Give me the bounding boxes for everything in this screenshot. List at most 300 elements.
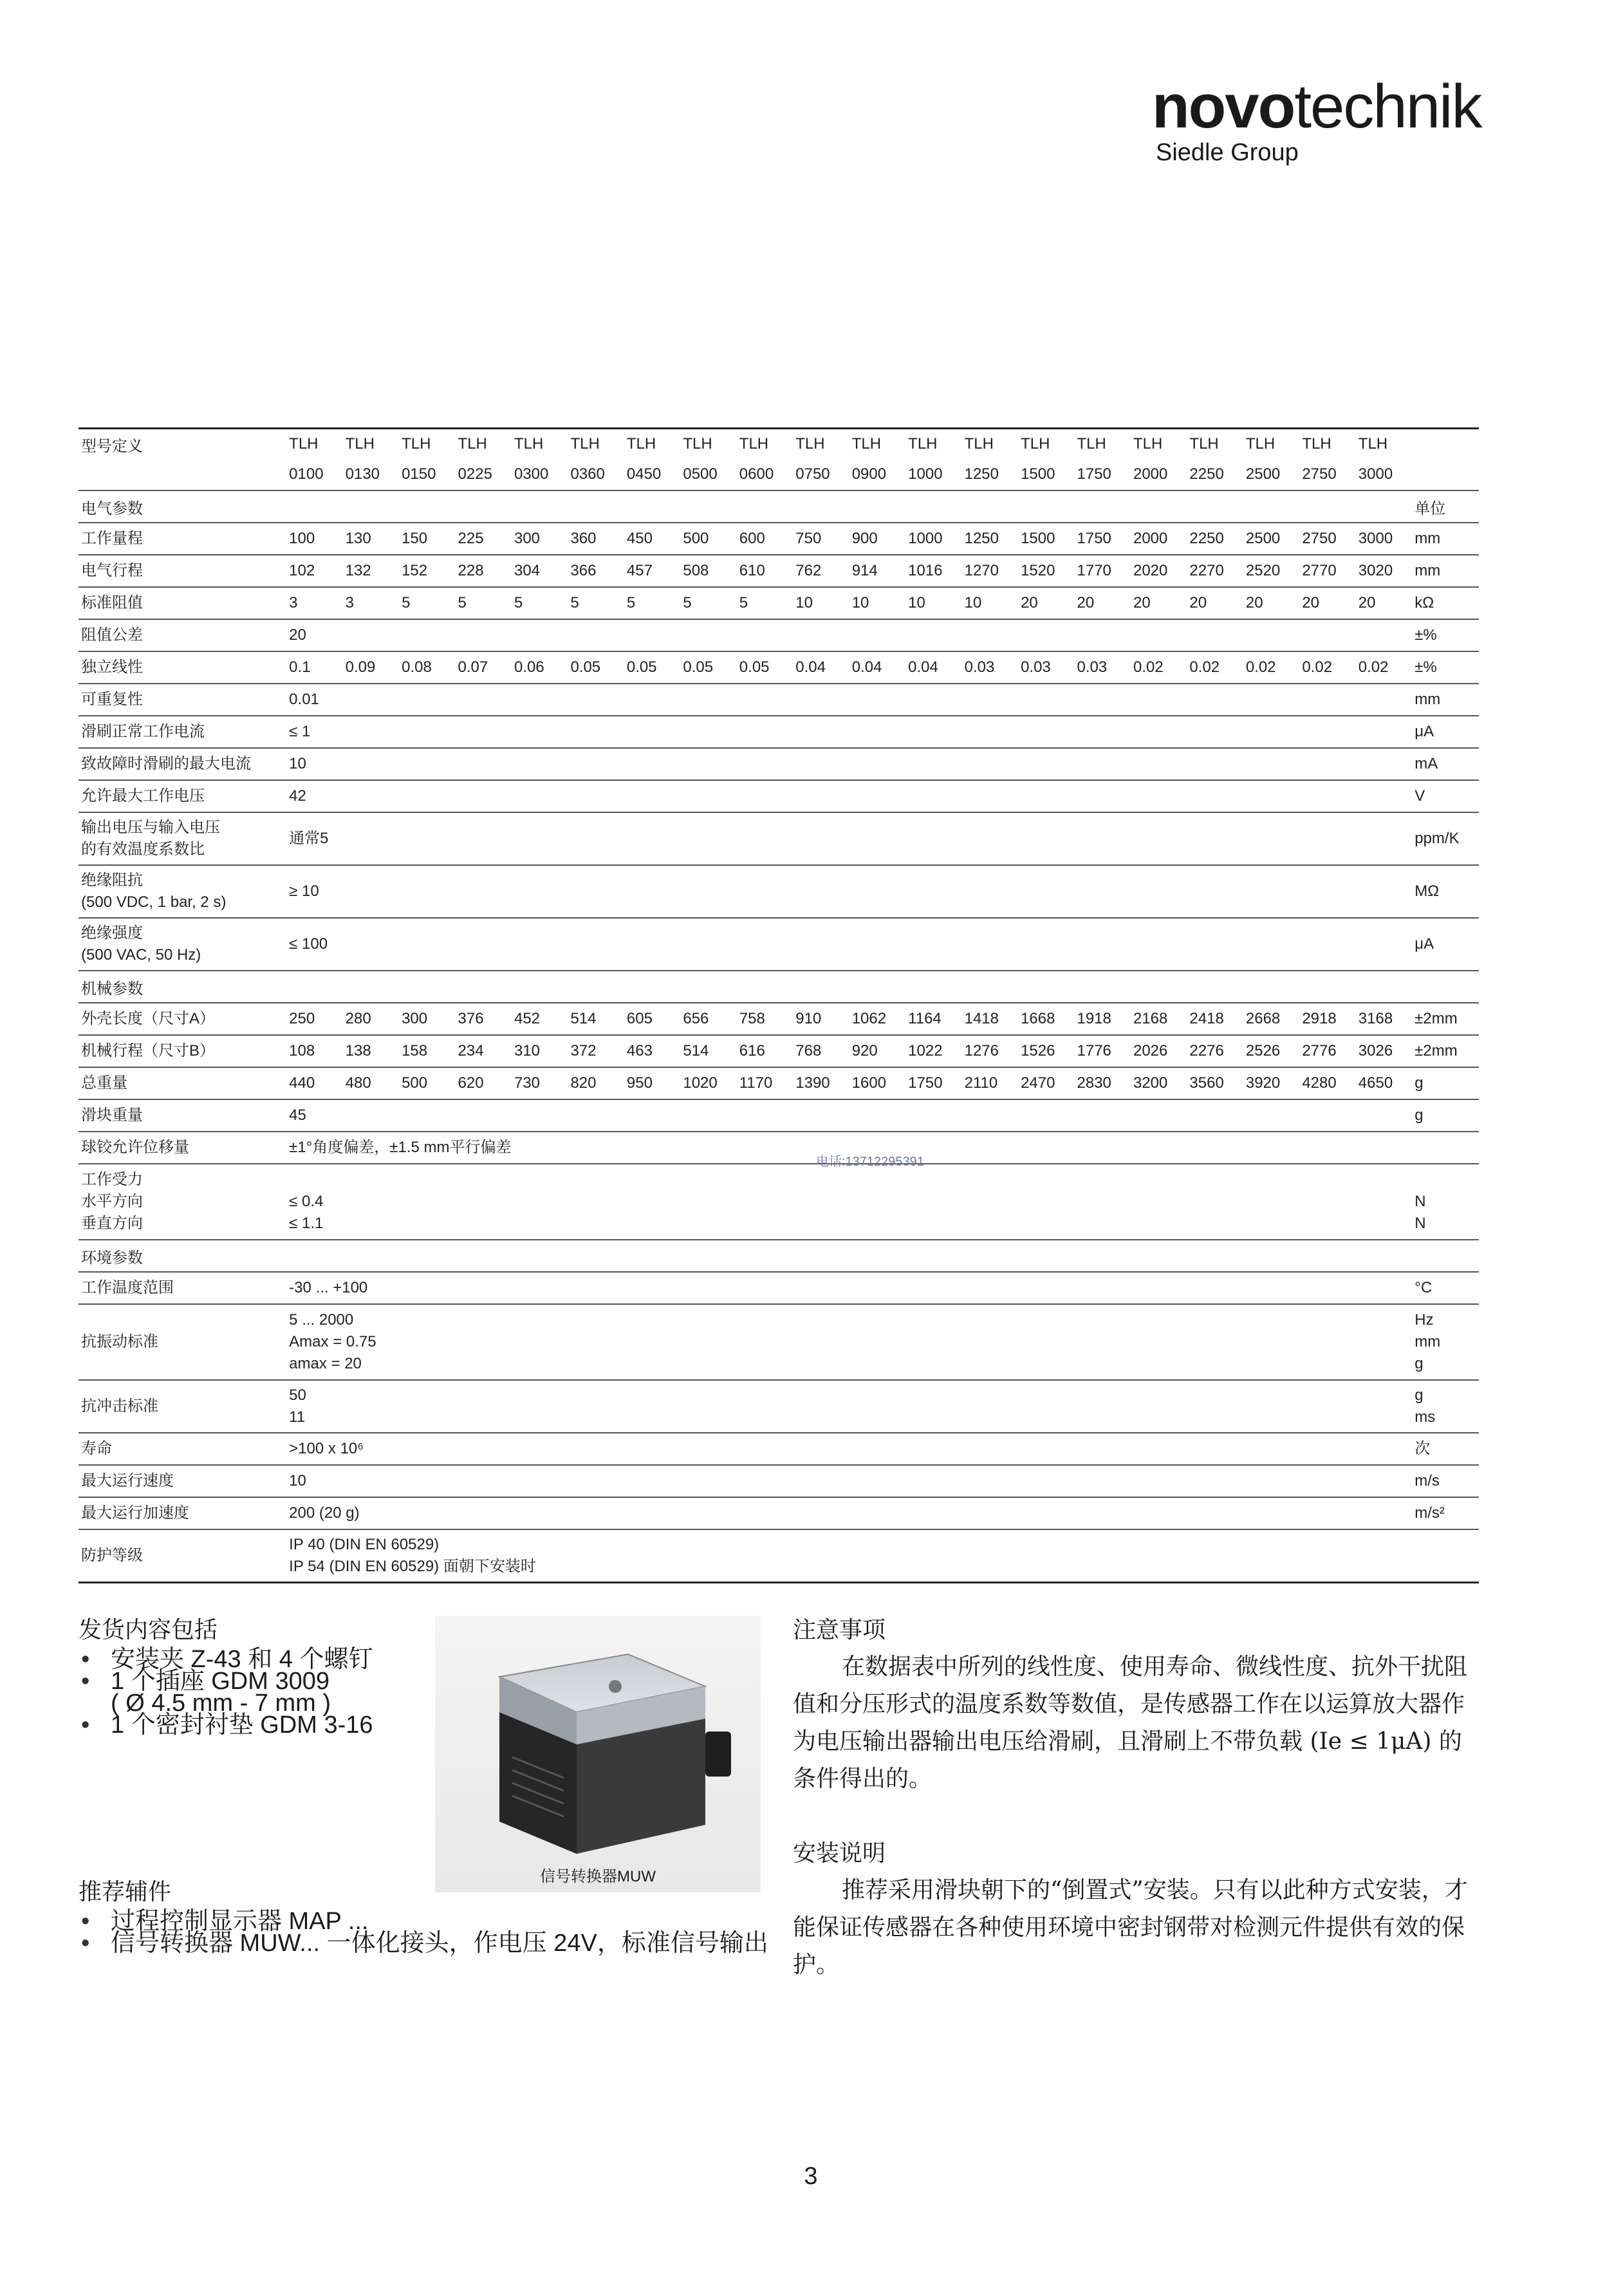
unit-cell: 单位	[1412, 490, 1479, 523]
value-cell: 730	[512, 1067, 568, 1099]
logo-subtitle: Siedle Group	[1156, 139, 1299, 166]
value-cell: 300	[512, 523, 568, 555]
install-section	[793, 1834, 1479, 1984]
unit-cell: mm	[1412, 684, 1479, 716]
notes-section	[793, 1611, 1479, 1798]
value-cell: 20	[1299, 587, 1355, 619]
value-cell: 250	[286, 1003, 342, 1035]
value-cell: 234	[456, 1035, 512, 1067]
value-cell: 440	[286, 1067, 342, 1099]
unit-cell: ppm/K	[1412, 812, 1479, 865]
value-cell: 1062	[849, 1003, 905, 1035]
model-cell: TLH	[737, 429, 793, 460]
value-cell: 304	[512, 555, 568, 587]
value-cell: 1600	[849, 1067, 905, 1099]
value-cell: 158	[399, 1035, 455, 1067]
value-cell: 228	[456, 555, 512, 587]
unit-cell: g	[1412, 1099, 1479, 1132]
value-cell: 1918	[1075, 1003, 1131, 1035]
table-row	[79, 748, 1479, 780]
value-cell: 10	[286, 748, 1412, 780]
value-cell: 3200	[1131, 1067, 1187, 1099]
value-cell: 1250	[962, 523, 1018, 555]
table-row	[79, 1035, 1479, 1067]
unit-cell	[1412, 1132, 1479, 1164]
table-row	[79, 1497, 1479, 1529]
section-row	[79, 971, 1479, 1003]
row-label: 电气行程	[79, 555, 286, 587]
row-label: 允许最大工作电压	[79, 780, 286, 812]
list-item: • 1 个插座 GDM 3009 ( Ø 4.5 mm - 7 mm )	[79, 1670, 786, 1714]
value-cell: 50 11	[286, 1380, 1412, 1433]
model-cell: TLH	[1075, 429, 1131, 460]
table-row	[79, 1164, 1479, 1240]
value-cell: 914	[849, 555, 905, 587]
value-cell: 605	[624, 1003, 680, 1035]
value-cell: 2770	[1299, 555, 1355, 587]
table-row	[79, 587, 1479, 619]
unit-cell: ±2mm	[1412, 1003, 1479, 1035]
value-cell: 3020	[1356, 555, 1412, 587]
install-text: 推荐采用滑块朝下的“倒置式”安装。只有以此种方式安装，才能保证传感器在各种使用环境中密封钢带对检测元件提供有效的保护。	[793, 1877, 1468, 1978]
value-cell: 0.02	[1299, 651, 1355, 684]
accessories-section	[79, 1873, 786, 1957]
row-label: 绝缘阻抗 (500 VDC, 1 bar, 2 s)	[79, 865, 286, 918]
value-cell: 5	[399, 587, 455, 619]
value-cell: 10	[905, 587, 961, 619]
model-cell: 2000	[1133, 465, 1168, 483]
table-row	[79, 1003, 1479, 1035]
unit-cell: ±2mm	[1412, 1035, 1479, 1067]
unit-cell: ±%	[1412, 619, 1479, 651]
value-cell: 5	[568, 587, 624, 619]
value-cell: 152	[399, 555, 455, 587]
model-cell: TLH	[286, 429, 342, 460]
model-cell: 1250	[964, 465, 999, 483]
unit-cell	[1412, 459, 1479, 490]
model-cell: 0130	[345, 465, 380, 483]
delivery-title: 发货内容包括	[79, 1616, 218, 1643]
value-cell: 138	[343, 1035, 399, 1067]
table-row	[79, 918, 1479, 971]
value-cell: 2276	[1187, 1035, 1243, 1067]
value-cell: 0.02	[1243, 651, 1299, 684]
value-cell: 768	[793, 1035, 849, 1067]
value-cell: 2250	[1187, 523, 1243, 555]
value-cell: 500	[399, 1067, 455, 1099]
value-cell: 0.03	[1075, 651, 1131, 684]
value-cell: 750	[793, 523, 849, 555]
value-cell: 45	[286, 1099, 1412, 1132]
install-title: 安装说明	[793, 1840, 886, 1866]
unit-cell	[1412, 1529, 1479, 1583]
value-cell: 610	[737, 555, 793, 587]
logo-brand-bold: novo	[1152, 72, 1295, 141]
unit-cell: μA	[1412, 918, 1479, 971]
row-label: 抗冲击标准	[79, 1380, 286, 1433]
row-label: 输出电压与输入电压 的有效温度系数比	[79, 812, 286, 865]
row-label: 独立线性	[79, 651, 286, 684]
row-label: 寿命	[79, 1433, 286, 1465]
table-row	[79, 619, 1479, 651]
value-cell: 0.08	[399, 651, 455, 684]
model-cell: 0750	[795, 465, 830, 483]
table-row	[79, 1272, 1479, 1304]
value-cell: 616	[737, 1035, 793, 1067]
value-cell: 1526	[1018, 1035, 1074, 1067]
model-cell: TLH	[1356, 429, 1412, 460]
unit-cell: m/s²	[1412, 1497, 1479, 1529]
notes-title: 注意事项	[793, 1616, 886, 1643]
row-label: 型号定义	[79, 429, 286, 460]
value-cell: 950	[624, 1067, 680, 1099]
value-cell: 656	[680, 1003, 736, 1035]
model-cell: 2500	[1245, 465, 1281, 483]
model-cell: TLH	[1131, 429, 1187, 460]
row-label: 最大运行速度	[79, 1465, 286, 1497]
model-cell: 0900	[851, 465, 887, 483]
model-cell: TLH	[343, 429, 399, 460]
section-title: 电气参数	[79, 490, 286, 523]
section-spacer	[286, 490, 1412, 523]
value-cell: 457	[624, 555, 680, 587]
value-cell: 3000	[1356, 523, 1412, 555]
value-cell: 4280	[1299, 1067, 1355, 1099]
model-cell: TLH	[1187, 429, 1243, 460]
value-cell: ≤ 100	[286, 918, 1412, 971]
value-cell: 4650	[1356, 1067, 1412, 1099]
model-cell: 0225	[458, 465, 492, 483]
value-cell: 0.03	[1018, 651, 1074, 684]
value-cell: 1668	[1018, 1003, 1074, 1035]
unit-cell: V	[1412, 780, 1479, 812]
row-label: 绝缘强度 (500 VAC, 50 Hz)	[79, 918, 286, 971]
value-cell: 225	[456, 523, 512, 555]
row-label: 工作受力 水平方向 垂直方向	[79, 1164, 286, 1240]
value-cell: 1016	[905, 555, 961, 587]
model-cell: TLH	[962, 429, 1018, 460]
model-cell: 2750	[1302, 465, 1337, 483]
value-cell: 1776	[1075, 1035, 1131, 1067]
unit-cell: Hz mm g	[1412, 1304, 1479, 1380]
row-label: 可重复性	[79, 684, 286, 716]
value-cell: 20	[1356, 587, 1412, 619]
unit-cell: g	[1412, 1067, 1479, 1099]
value-cell: 2830	[1075, 1067, 1131, 1099]
unit-cell: g ms	[1412, 1380, 1479, 1433]
value-cell: 2668	[1243, 1003, 1299, 1035]
row-label: 最大运行加速度	[79, 1497, 286, 1529]
value-cell: 2020	[1131, 555, 1187, 587]
value-cell: 2750	[1299, 523, 1355, 555]
value-cell: ±1°角度偏差，±1.5 mm平行偏差	[286, 1132, 1412, 1164]
value-cell: 5 ... 2000 Amax = 0.75 amax = 20	[286, 1304, 1412, 1380]
value-cell: 0.05	[568, 651, 624, 684]
model-cell: 0500	[683, 465, 718, 483]
model-cell: TLH	[1299, 429, 1355, 460]
table-row	[79, 684, 1479, 716]
value-cell: 20	[1018, 587, 1074, 619]
value-cell: 20	[1075, 587, 1131, 619]
value-cell: 3	[343, 587, 399, 619]
row-label: 防护等级	[79, 1529, 286, 1583]
value-cell: 1170	[737, 1067, 793, 1099]
value-cell: 102	[286, 555, 342, 587]
table-row	[79, 812, 1479, 865]
unit-cell: kΩ	[1412, 587, 1479, 619]
value-cell: 200 (20 g)	[286, 1497, 1412, 1529]
row-label: 工作量程	[79, 523, 286, 555]
value-cell: 42	[286, 780, 1412, 812]
value-cell: 0.05	[624, 651, 680, 684]
model-cell: 1750	[1077, 465, 1111, 483]
value-cell: 20	[1243, 587, 1299, 619]
value-cell: 2270	[1187, 555, 1243, 587]
value-cell: 2026	[1131, 1035, 1187, 1067]
model-cell: 1000	[908, 465, 943, 483]
model-cell: 0600	[739, 465, 774, 483]
value-cell: 0.01	[286, 684, 1412, 716]
value-cell: 2418	[1187, 1003, 1243, 1035]
value-cell: IP 40 (DIN EN 60529) IP 54 (DIN EN 60529) 面朝下安装时	[286, 1529, 1412, 1583]
value-cell: 820	[568, 1067, 624, 1099]
row-label: 外壳长度（尺寸A）	[79, 1003, 286, 1035]
row-label: 工作温度范围	[79, 1272, 286, 1304]
table-row	[79, 1433, 1479, 1465]
table-row	[79, 1099, 1479, 1132]
value-cell: 2776	[1299, 1035, 1355, 1067]
unit-cell: MΩ	[1412, 865, 1479, 918]
value-cell: 2110	[962, 1067, 1018, 1099]
row-label: 机械行程（尺寸B）	[79, 1035, 286, 1067]
value-cell: 1520	[1018, 555, 1074, 587]
value-cell: 920	[849, 1035, 905, 1067]
value-cell: ≥ 10	[286, 865, 1412, 918]
row-label: 阻值公差	[79, 619, 286, 651]
unit-cell: mm	[1412, 523, 1479, 555]
unit-cell	[1412, 971, 1479, 1003]
value-cell: 910	[793, 1003, 849, 1035]
table-row	[79, 1529, 1479, 1583]
value-cell: 3560	[1187, 1067, 1243, 1099]
value-cell: 0.04	[905, 651, 961, 684]
model-cell: TLH	[568, 429, 624, 460]
table-row	[79, 429, 1479, 460]
value-cell: 10	[962, 587, 1018, 619]
accessories-title: 推荐辅件	[79, 1878, 172, 1905]
row-label: 标准阻值	[79, 587, 286, 619]
table-row	[79, 555, 1479, 587]
value-cell: 2918	[1299, 1003, 1355, 1035]
table-row	[79, 1465, 1479, 1497]
table-row	[79, 1304, 1479, 1380]
value-cell: 20	[1187, 587, 1243, 619]
table-row	[79, 523, 1479, 555]
unit-cell: mm	[1412, 555, 1479, 587]
value-cell: 0.02	[1187, 651, 1243, 684]
value-cell: 2500	[1243, 523, 1299, 555]
value-cell: 10	[849, 587, 905, 619]
value-cell: 366	[568, 555, 624, 587]
section-spacer	[286, 971, 1412, 1003]
value-cell: 1022	[905, 1035, 961, 1067]
row-label: 球铰允许位移量	[79, 1132, 286, 1164]
unit-cell: °C	[1412, 1272, 1479, 1304]
page-number: 3	[804, 2163, 818, 2190]
value-cell: 758	[737, 1003, 793, 1035]
model-cell: TLH	[905, 429, 961, 460]
value-cell: 620	[456, 1067, 512, 1099]
value-cell: 360	[568, 523, 624, 555]
value-cell: 0.06	[512, 651, 568, 684]
value-cell: 0.04	[793, 651, 849, 684]
table-row	[79, 716, 1479, 748]
value-cell: 1276	[962, 1035, 1018, 1067]
value-cell: 1000	[905, 523, 961, 555]
unit-cell: ±%	[1412, 651, 1479, 684]
section-row	[79, 490, 1479, 523]
value-cell: 514	[680, 1035, 736, 1067]
photo-caption: 信号转换器MUW	[540, 1868, 656, 1885]
value-cell: >100 x 10⁶	[286, 1433, 1412, 1465]
model-cell: TLH	[512, 429, 568, 460]
value-cell: 1164	[905, 1003, 961, 1035]
value-cell: 20	[286, 619, 1412, 651]
model-cell: TLH	[1018, 429, 1074, 460]
value-cell: 600	[737, 523, 793, 555]
value-cell: 3168	[1356, 1003, 1412, 1035]
value-cell: 0.07	[456, 651, 512, 684]
table-row	[79, 780, 1479, 812]
spec-table	[79, 427, 1479, 1583]
value-cell: 150	[399, 523, 455, 555]
value-cell: 508	[680, 555, 736, 587]
value-cell: 100	[286, 523, 342, 555]
unit-cell: mA	[1412, 748, 1479, 780]
notes-text: 在数据表中所列的线性度、使用寿命、微线性度、抗外干扰阻值和分压形式的温度系数等数值，是传感器工作在以运算放大器作为电压输出器输出电压给滑刷，且滑刷上不带负载 (Ie ≤ 1μA) 的条件得出的。	[793, 1654, 1468, 1792]
row-label	[79, 459, 286, 490]
value-cell: -30 ... +100	[286, 1272, 1412, 1304]
value-cell: 0.04	[849, 651, 905, 684]
value-cell: 5	[512, 587, 568, 619]
model-cell: 0360	[570, 465, 605, 483]
table-row	[79, 1132, 1479, 1164]
unit-cell: m/s	[1412, 1465, 1479, 1497]
value-cell: 0.03	[962, 651, 1018, 684]
model-cell: 0450	[626, 465, 662, 483]
value-cell: 0.05	[680, 651, 736, 684]
model-cell: 3000	[1358, 465, 1393, 483]
model-cell: 0300	[514, 465, 549, 483]
row-label: 致故障时滑刷的最大电流	[79, 748, 286, 780]
row-label: 总重量	[79, 1067, 286, 1099]
value-cell: 3920	[1243, 1067, 1299, 1099]
value-cell: 450	[624, 523, 680, 555]
phone-stamp: 电话:13712295391	[816, 1155, 924, 1169]
value-cell: 0.02	[1356, 651, 1412, 684]
value-cell: 452	[512, 1003, 568, 1035]
value-cell: ≤ 1	[286, 716, 1412, 748]
table-row	[79, 1067, 1479, 1099]
unit-cell	[1412, 429, 1479, 460]
value-cell: 300	[399, 1003, 455, 1035]
value-cell: 132	[343, 555, 399, 587]
value-cell: 1500	[1018, 523, 1074, 555]
value-cell: 1418	[962, 1003, 1018, 1035]
value-cell: 514	[568, 1003, 624, 1035]
value-cell: 2470	[1018, 1067, 1074, 1099]
section-title: 机械参数	[79, 971, 286, 1003]
value-cell: 280	[343, 1003, 399, 1035]
unit-cell: 次	[1412, 1433, 1479, 1465]
table-row	[79, 1380, 1479, 1433]
row-label: 滑块重量	[79, 1099, 286, 1132]
unit-cell: μA	[1412, 716, 1479, 748]
value-cell: 2520	[1243, 555, 1299, 587]
value-cell: 0.1	[286, 651, 342, 684]
section-spacer	[286, 1240, 1412, 1272]
model-cell: 0100	[289, 465, 324, 483]
value-cell: 5	[456, 587, 512, 619]
value-cell: 1020	[680, 1067, 736, 1099]
signal-converter-photo	[435, 1616, 761, 1892]
value-cell: 480	[343, 1067, 399, 1099]
value-cell: 762	[793, 555, 849, 587]
value-cell: 2526	[1243, 1035, 1299, 1067]
table-row	[79, 459, 1479, 490]
model-cell: TLH	[456, 429, 512, 460]
section-row	[79, 1240, 1479, 1272]
value-cell: 310	[512, 1035, 568, 1067]
novotechnik-logo	[1152, 72, 1481, 166]
value-cell: 通常5	[286, 812, 1412, 865]
model-cell: TLH	[849, 429, 905, 460]
value-cell: 2000	[1131, 523, 1187, 555]
model-cell: TLH	[399, 429, 455, 460]
value-cell: 500	[680, 523, 736, 555]
value-cell: 5	[737, 587, 793, 619]
list-item: • 信号转换器 MUW... 一体化接头，作电压 24V，标准信号输出	[79, 1932, 786, 1954]
list-item: • 安装夹 Z-43 和 4 个螺钉	[79, 1648, 786, 1670]
value-cell: 5	[680, 587, 736, 619]
value-cell: 1270	[962, 555, 1018, 587]
value-cell: 20	[1131, 587, 1187, 619]
value-cell: 372	[568, 1035, 624, 1067]
row-label: 抗振动标准	[79, 1304, 286, 1380]
value-cell: 108	[286, 1035, 342, 1067]
unit-cell: N N	[1412, 1164, 1479, 1240]
value-cell: 0.09	[343, 651, 399, 684]
table-row	[79, 651, 1479, 684]
value-cell: 1770	[1075, 555, 1131, 587]
value-cell: 10	[286, 1465, 1412, 1497]
model-cell: 2250	[1189, 465, 1224, 483]
value-cell: 376	[456, 1003, 512, 1035]
section-title: 环境参数	[79, 1240, 286, 1272]
model-cell: TLH	[624, 429, 680, 460]
value-cell: 900	[849, 523, 905, 555]
value-cell: 0.05	[737, 651, 793, 684]
accessories-list	[79, 1908, 786, 1957]
unit-cell	[1412, 1240, 1479, 1272]
value-cell: 2168	[1131, 1003, 1187, 1035]
list-item: • 1 个密封衬垫 GDM 3-16	[79, 1714, 786, 1736]
table-row	[79, 865, 1479, 918]
value-cell: 1750	[905, 1067, 961, 1099]
logo-brand-regular: technik	[1294, 72, 1481, 141]
model-cell: TLH	[793, 429, 849, 460]
value-cell: 1750	[1075, 523, 1131, 555]
